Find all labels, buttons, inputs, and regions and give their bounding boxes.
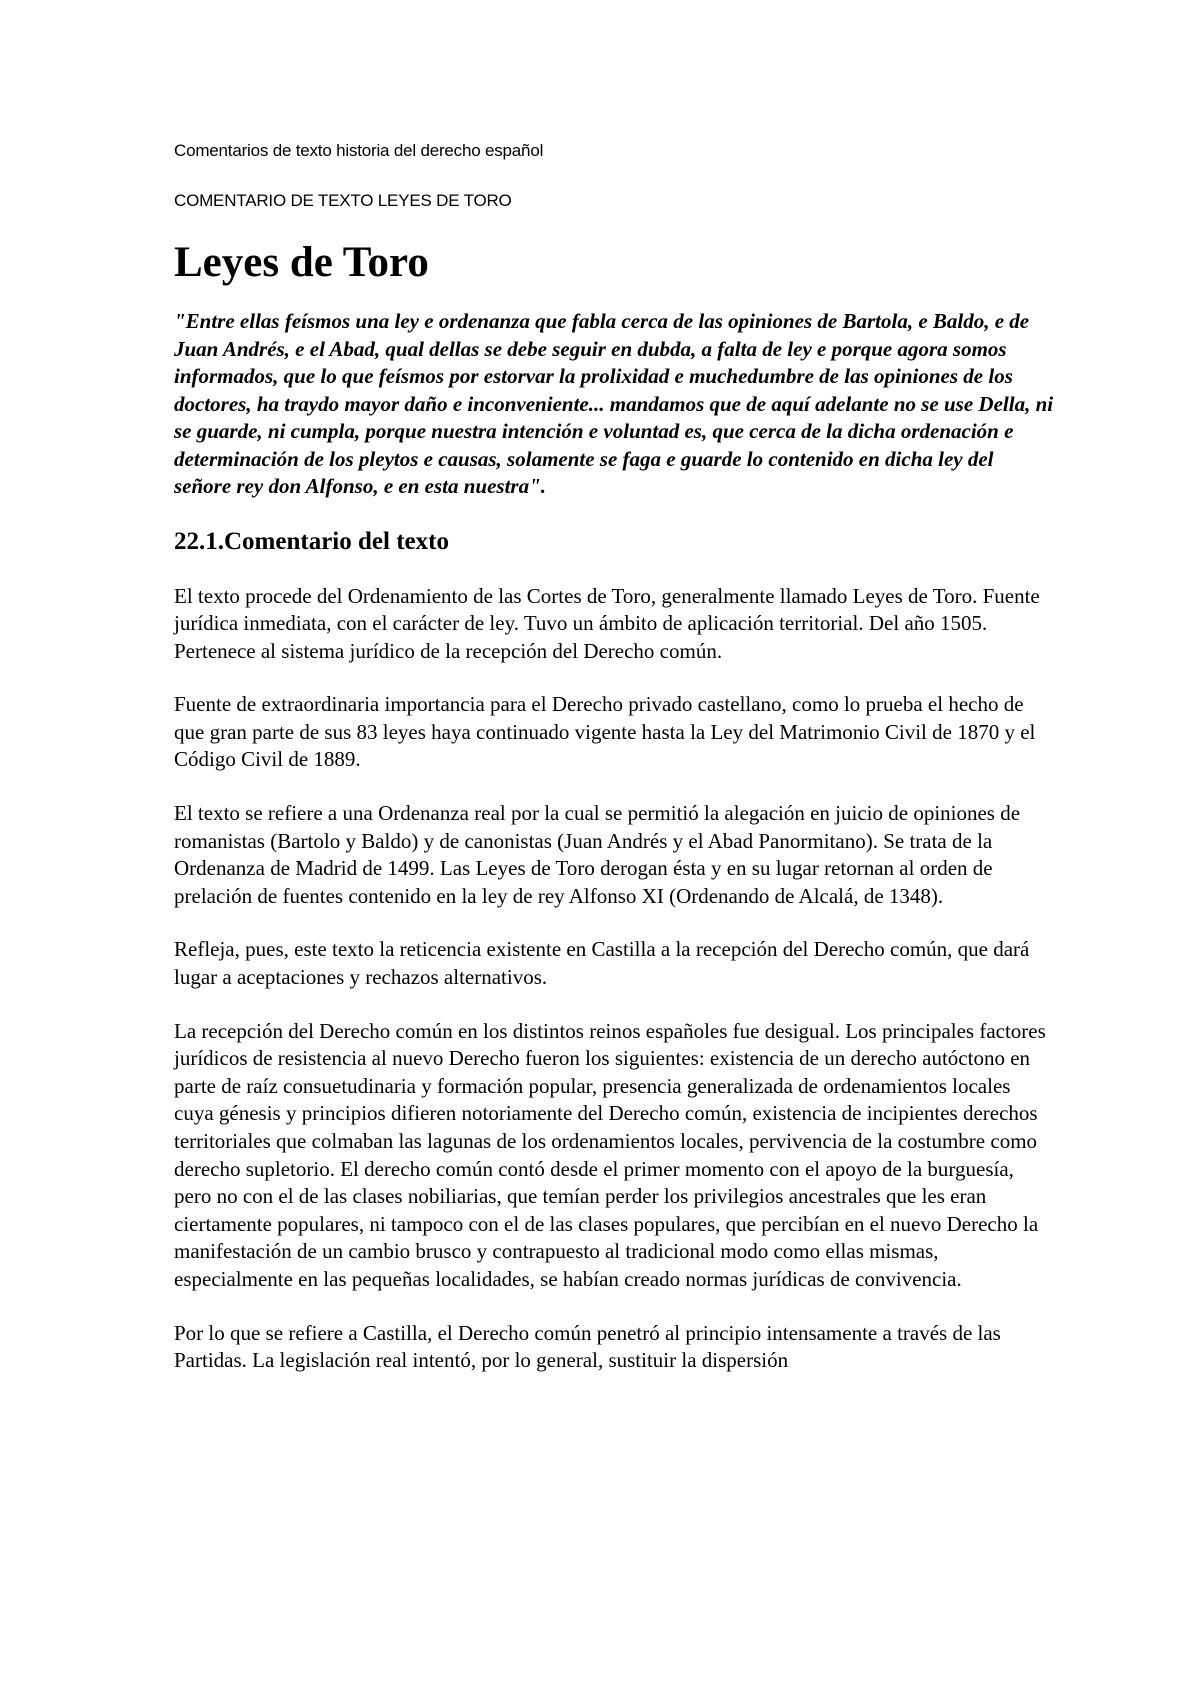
page-title: Leyes de Toro — [174, 239, 429, 286]
document-header: Comentarios de texto historia del derecho español — [174, 141, 544, 160]
paragraph: Fuente de extraordinaria importancia para el Derecho privado castellano, como lo prueba el hecho de que gran parte de sus 83 leyes haya continuado vigente hasta la Ley del Matrimonio Civil de 1870 y el Código Civil de 1889. — [174, 692, 1036, 772]
paragraph: El texto se refiere a una Ordenanza real por la cual se permitió la alegación en juicio de opiniones de romanistas (Bartolo y Baldo) y de canonistas (Juan Andrés y el Abad Panormitano). Se trata de la Ordenanza de Madrid de 1499. Las Leyes de Toro derogan ésta y en su lugar retornan al orden de prelación de fuentes contenido en la ley de rey Alfonso XI (Ordenando de Alcalá, de 1348). — [174, 801, 1021, 908]
paragraph: Refleja, pues, este texto la reticencia existente en Castilla a la recepción del Derecho común, que dará lugar a aceptaciones y rechazos alternativos. — [174, 937, 1030, 990]
document-page — [174, 140, 1054, 1375]
section-heading: 22.1.Comentario del texto — [174, 527, 449, 555]
paragraph: Por lo que se refiere a Castilla, el Derecho común penetró al principio intensamente a través de las Partidas. La legislación real intentó, por lo general, sustituir la dispersión — [174, 1320, 1001, 1373]
paragraph: La recepción del Derecho común en los distintos reinos españoles fue desigual. Los principales factores jurídicos de resistencia al nuevo Derecho fueron los siguientes: existencia de un derecho autóctono en parte de raíz consuetudinaria y formación popular, presencia generalizada de ordenamientos locales cuya génesis y principios difieren notoriamente del Derecho común, existencia de incipientes derechos territoriales que colmaban las lagunas de los ordenamientos locales, pervivencia de la costumbre como derecho supletorio. El derecho común contó desde el primer momento con el apoyo de la burguesía, pero no con el de las clases nobiliarias, que temían perder los privilegios ancestrales que les eran ciertamente populares, ni tampoco con el de las clases populares, que percibían en el nuevo Derecho la manifestación de un cambio brusco y contrapuesto al tradicional modo como ellas mismas, especialmente en las pequeñas localidades, se habían creado normas jurídicas de convivencia. — [174, 1018, 1046, 1291]
paragraph: El texto procede del Ordenamiento de las Cortes de Toro, generalmente llamado Leyes de Toro. Fuente jurídica inmediata, con el carácter de ley. Tuvo un ámbito de aplicación territorial. Del año 1505. Pertenece al sistema jurídico de la recepción del Derecho común. — [174, 583, 1040, 663]
quoted-text: "Entre ellas feísmos una ley e ordenanza que fabla cerca de las opiniones de Bartola, e Baldo, e de Juan Andrés, e el Abad, qual dellas se debe seguir en dubda, a falta de ley e porque agora somos informados, que lo que feísmos por estorvar la prolixidad e muchedumbre de las opiniones de los doctores, ha traydo mayor daño e inconveniente... mandamos que de aquí adelante no se use Della, ni se guarde, ni cumpla, porque nuestra intención e voluntad es, que cerca de la dicha ordenación e determinación de los pleytos e causas, solamente se faga e guarde lo contenido en dicha ley del señore rey don Alfonso, e en esta nuestra". — [174, 309, 1054, 498]
document-subheader: COMENTARIO DE TEXTO LEYES DE TORO — [174, 191, 512, 210]
